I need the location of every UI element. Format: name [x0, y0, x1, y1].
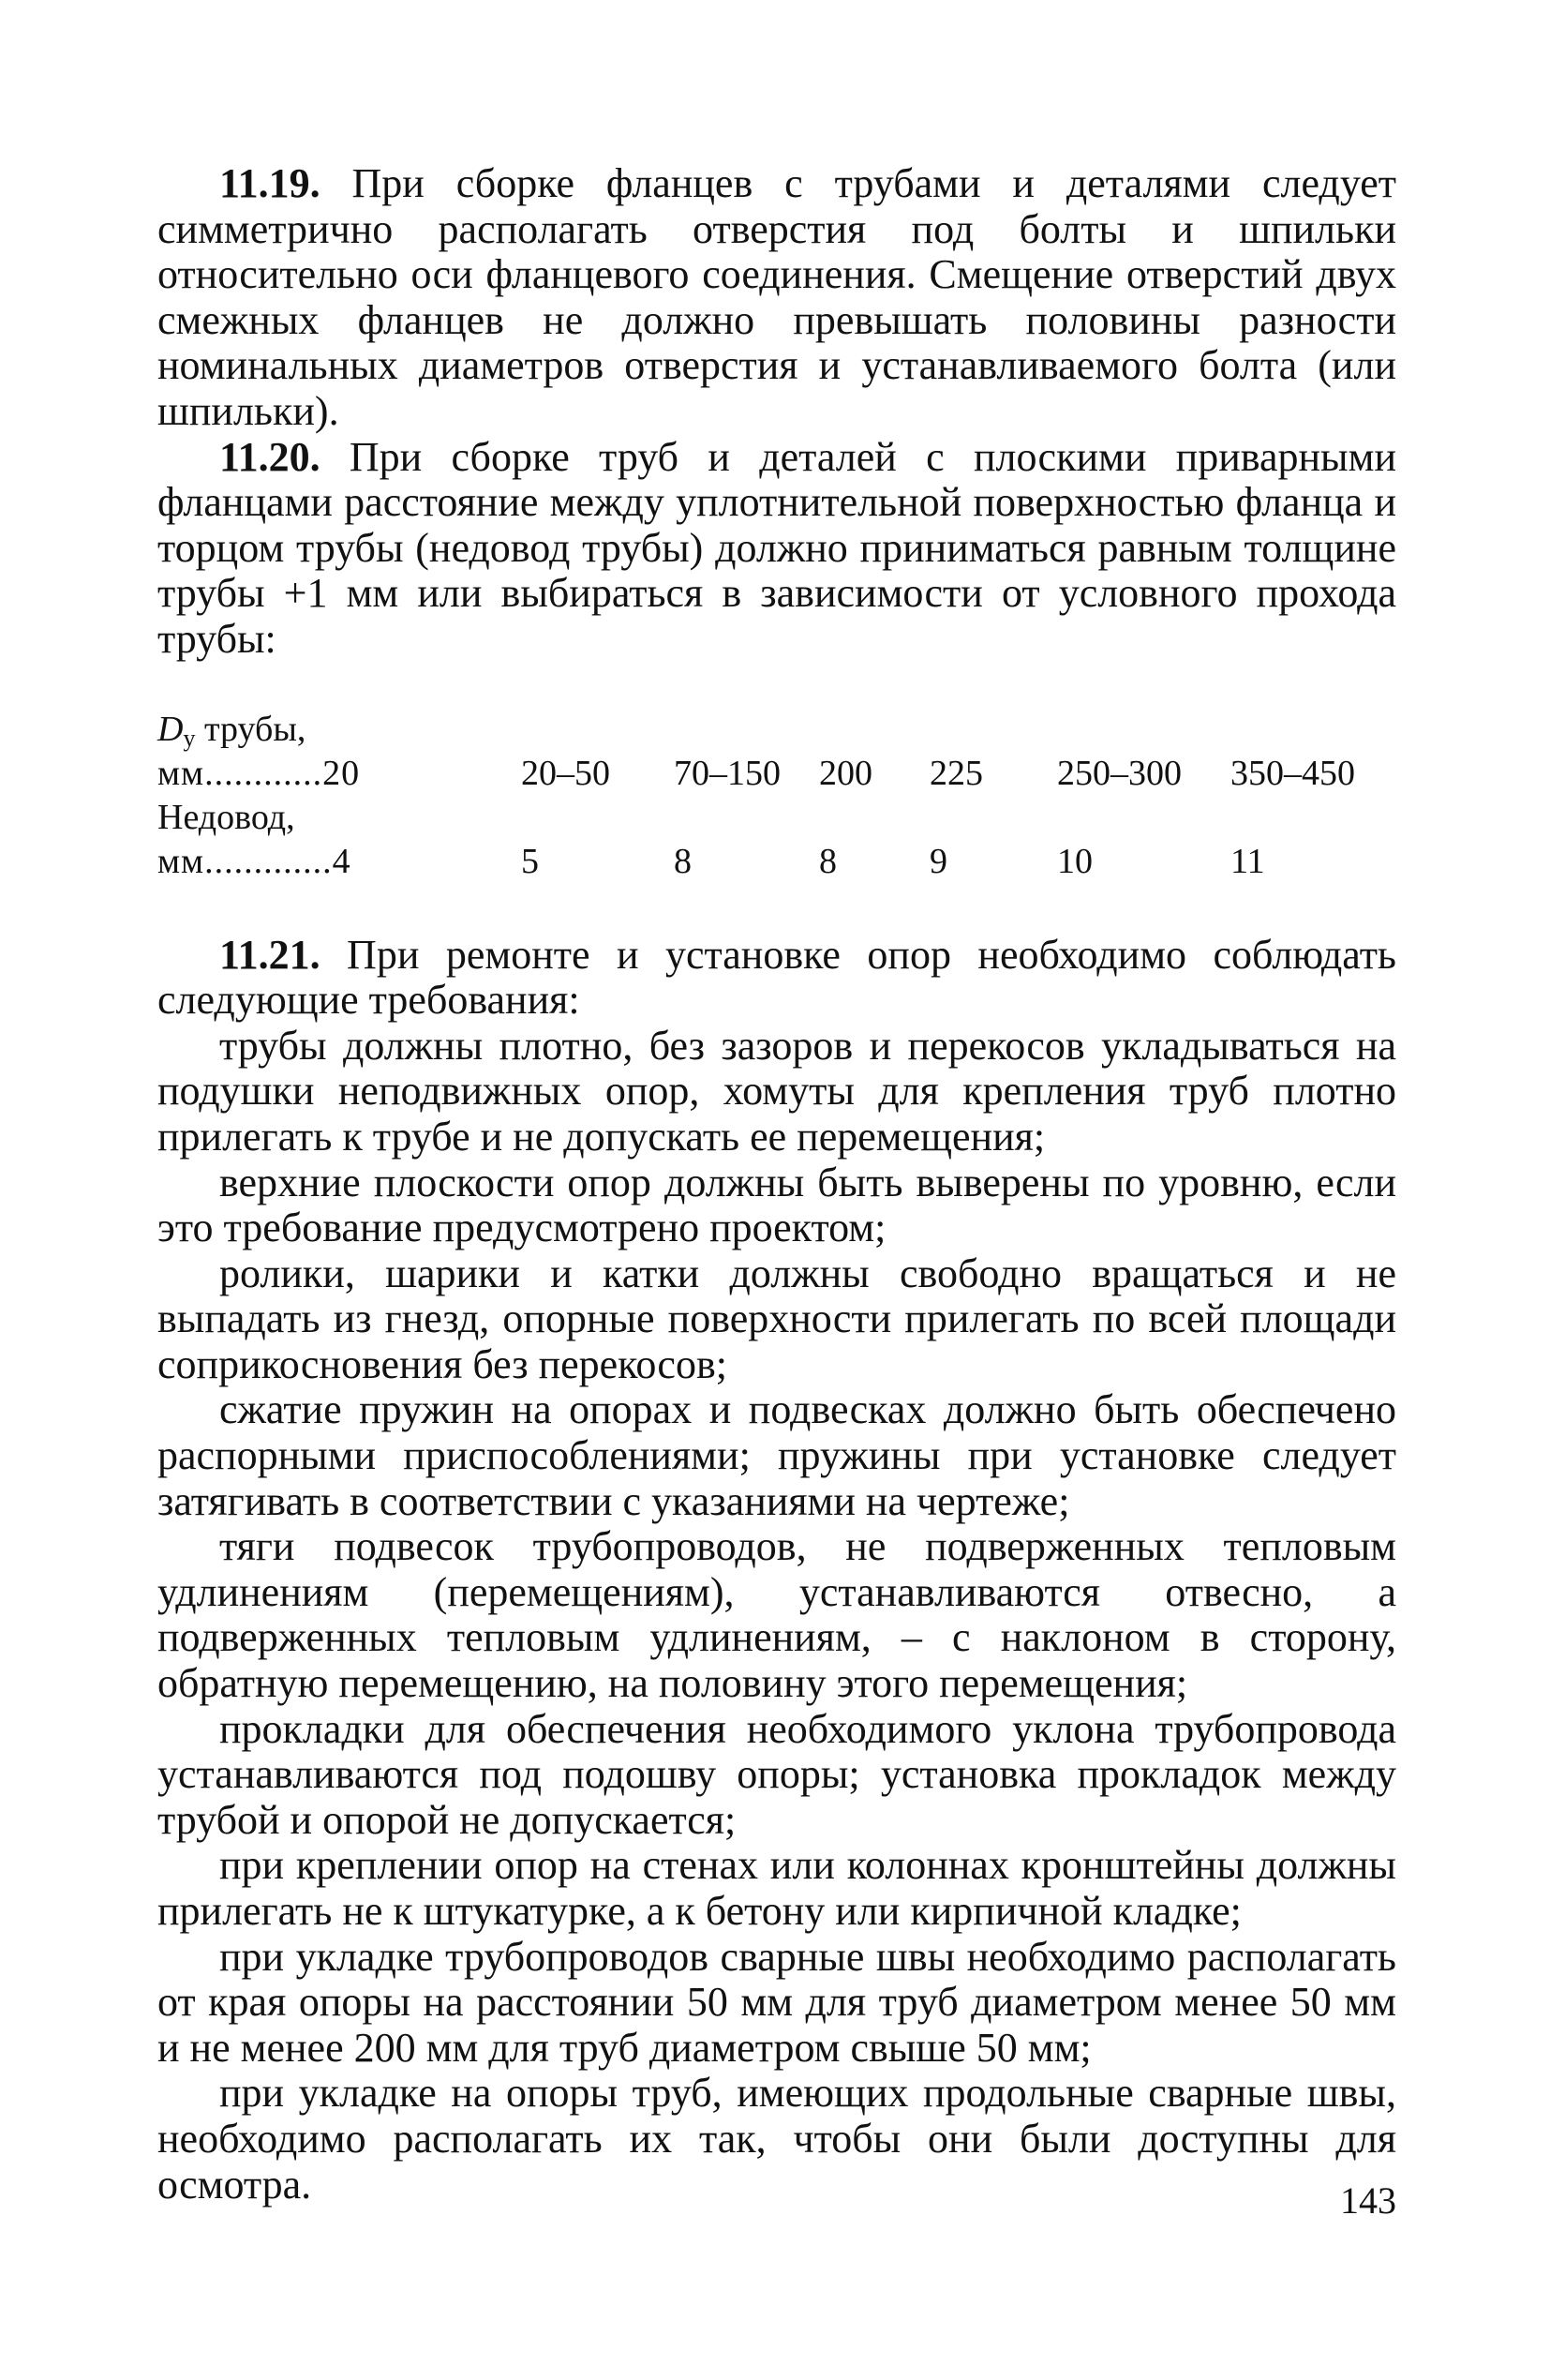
- paragraph-11-21: [157, 933, 1396, 1024]
- page-number: 143: [1340, 2179, 1396, 2222]
- table-row-label: Недовод,: [157, 797, 295, 837]
- requirement-item: сжатие пружин на опорах и подвесках должно быть обеспечено распорными приспособлениями; пружины при установке следует затягивать в соответствии с указаниями на чертеже;: [157, 1386, 1396, 1524]
- table-row-dy: [157, 752, 1396, 796]
- requirement-item: при креплении опор на стенах или колоннах кронштейны должны прилегать не к штукатурке, а к бетону или кирпичной кладке;: [157, 1842, 1396, 1934]
- table-cell: 11: [1230, 841, 1265, 881]
- page-body: [157, 161, 1396, 2208]
- table-cell: 200: [819, 753, 872, 793]
- requirement-item: при укладке на опоры труб, имеющих продольные сварные швы, необходимо располагать их так, чтобы они были доступны для осмотра.: [157, 2070, 1396, 2208]
- table-row-label: мм............20: [157, 753, 361, 793]
- requirement-item: тяги подвесок трубопроводов, не подверженных тепловым удлинениям (перемещениям), устанавливаются отвесно, а подверженных тепловым удлинениям, – с наклоном в сторону, обратную перемещению, на половину этого перемещения;: [157, 1523, 1396, 1707]
- table-row-offset: [157, 840, 1396, 884]
- paragraph-text: При ремонте и установке опор необходимо соблюдать следующие требования:: [157, 931, 1396, 1024]
- table-cell: 10: [1057, 841, 1093, 881]
- paragraph-text: При сборке труб и деталей с плоскими приварными фланцами расстояние между уплотнительной поверхностью фланца и торцом трубы (недовод трубы) должно приниматься равным толщине трубы +1 мм или выбираться в зависимости от условного прохода трубы:: [157, 433, 1396, 662]
- table-cell: 225: [930, 753, 983, 793]
- table-cell: 250–300: [1057, 753, 1182, 793]
- paragraph-text: При сборке фланцев с трубами и деталями следует симметрично располагать отверстия под болты и шпильки относительно оси фланцевого соединения. Смещение отверстий двух смежных фланцев не должно превышать половины разности номинальных диаметров отверстия и устанавливаемого болта (или шпильки).: [157, 160, 1396, 434]
- table-row-label: мм.............4: [157, 841, 351, 881]
- paragraph-number: 11.20.: [219, 433, 320, 480]
- paragraph-number: 11.21.: [219, 931, 320, 978]
- pipe-offset-table: [157, 708, 1396, 884]
- dy-subscript: у: [183, 724, 196, 752]
- table-row-label-b: [157, 796, 1396, 840]
- paragraph-11-19: [157, 161, 1396, 435]
- dy-symbol: D: [157, 709, 184, 749]
- table-cell: 8: [819, 841, 837, 881]
- table-cell: 70–150: [674, 753, 781, 793]
- requirement-item: при укладке трубопроводов сварные швы необходимо располагать от края опоры на расстоянии 50 мм для труб диаметром менее 50 мм и не менее 200 мм для труб диаметром свыше 50 мм;: [157, 1933, 1396, 2071]
- table-row-label-a: [157, 708, 1396, 752]
- table-cell: 5: [521, 841, 539, 881]
- requirement-item: прокладки для обеспечения необходимого уклона трубопровода устанавливаются под подошву опоры; установка прокладок между трубой и опорой не допускается;: [157, 1705, 1396, 1843]
- table-cell: 20–50: [521, 753, 610, 793]
- requirement-item: ролики, шарики и катки должны свободно вращаться и не выпадать из гнезд, опорные поверхности прилегать по всей площади соприкосновения без перекосов;: [157, 1250, 1396, 1387]
- table-cell: 350–450: [1230, 753, 1355, 793]
- table-cell: 8: [674, 841, 692, 881]
- requirement-item: верхние плоскости опор должны быть выверены по уровню, если это требование предусмотрено проектом;: [157, 1159, 1396, 1251]
- table-cell: 9: [930, 841, 947, 881]
- requirement-item: трубы должны плотно, без зазоров и перекосов укладываться на подушки неподвижных опор, хомуты для крепления труб плотно прилегать к трубе и не допускать ее перемещения;: [157, 1022, 1396, 1160]
- dy-label-rest: трубы,: [195, 709, 306, 749]
- paragraph-11-20: [157, 435, 1396, 663]
- paragraph-number: 11.19.: [219, 160, 320, 206]
